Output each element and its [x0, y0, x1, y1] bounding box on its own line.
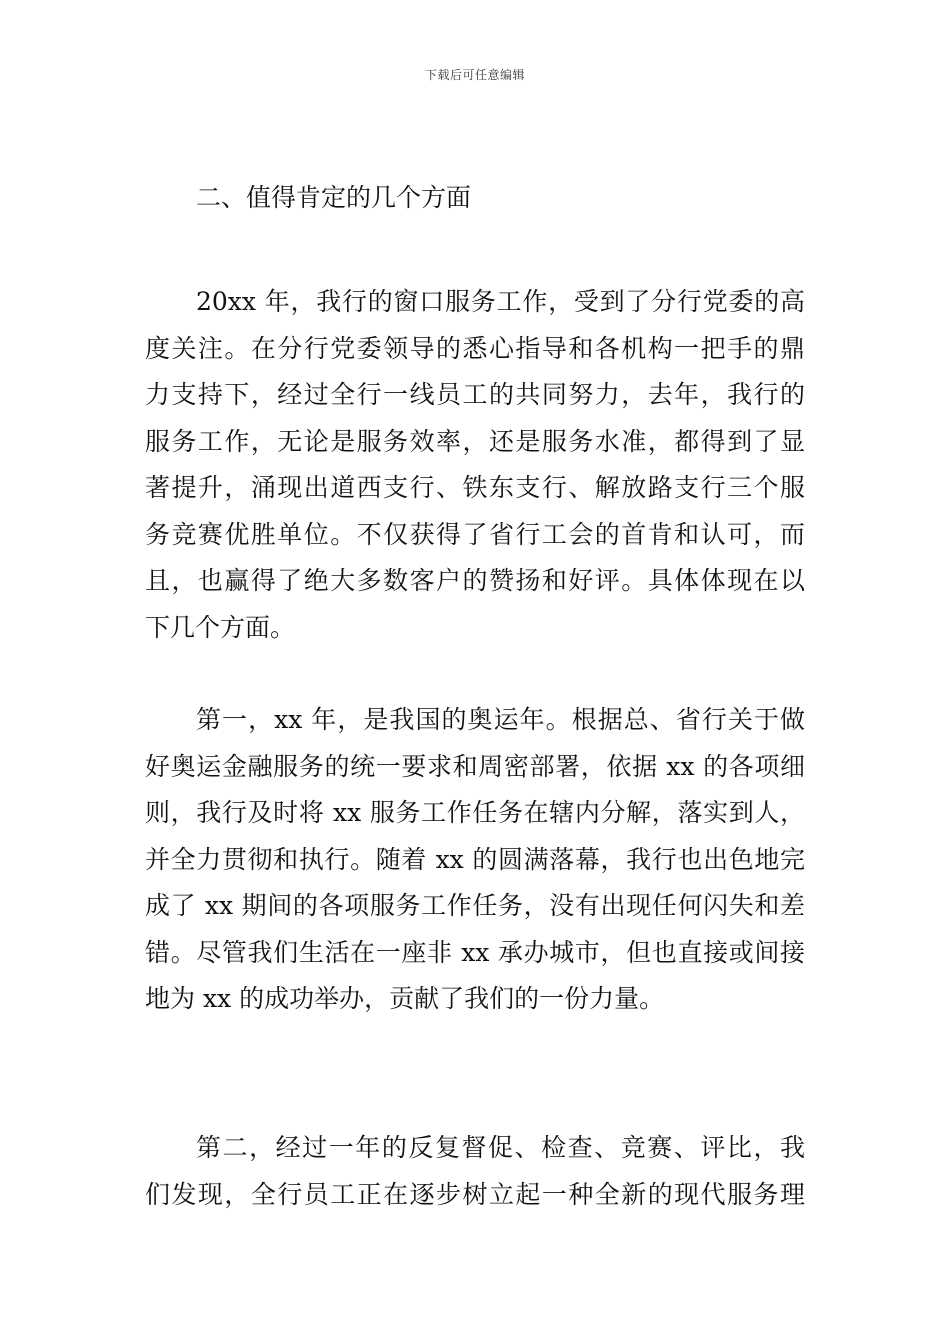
paragraph-line: 并全力贯彻和执行。随着 xx 的圆满落幕，我行也出色地完 [145, 844, 805, 874]
paragraph-line: 20xx 年，我行的窗口服务工作，受到了分行党委的高 [196, 287, 805, 316]
paragraph-line: 务竞赛优胜单位。不仅获得了省行工会的首肯和认可，而 [145, 519, 805, 549]
paragraph-first-point [145, 697, 805, 1023]
paragraph-line: 成了 xx 期间的各项服务工作任务，没有出现任何闪失和差 [145, 891, 805, 920]
section-heading: 二、值得肯定的几个方面 [196, 183, 472, 212]
paragraph-line: 著提升，涌现出道西支行、铁东支行、解放路支行三个服 [145, 473, 805, 502]
paragraph-line: 地为 xx 的成功举办，贡献了我们的一份力量。 [145, 984, 665, 1013]
paragraph-line: 错。尽管我们生活在一座非 xx 承办城市，但也直接或间接 [145, 937, 805, 967]
paragraph-line: 度关注。在分行党委领导的悉心指导和各机构一把手的鼎 [145, 333, 805, 363]
paragraph-line: 第一，xx 年，是我国的奥运年。根据总、省行关于做 [196, 705, 805, 734]
paragraph-line: 则，我行及时将 xx 服务工作任务在辖内分解，落实到人， [145, 798, 805, 827]
page-header: 下载后可任意编辑 [424, 68, 525, 82]
paragraph-line: 好奥运金融服务的统一要求和周密部署，依据 xx 的各项细 [145, 751, 805, 781]
paragraph-line: 下几个方面。 [145, 612, 296, 642]
paragraph-line: 服务工作，无论是服务效率，还是服务水准，都得到了显 [145, 426, 805, 456]
paragraph-line: 且，也赢得了绝大多数客户的赞扬和好评。具体体现在以 [145, 566, 805, 595]
paragraph-line: 第二，经过一年的反复督促、检查、竞赛、评比，我 [196, 1133, 805, 1162]
paragraph-overview [145, 279, 805, 651]
paragraph-line: 们发现，全行员工正在逐步树立起一种全新的现代服务理 [145, 1179, 805, 1209]
paragraph-line: 力支持下，经过全行一线员工的共同努力，去年，我行的 [145, 380, 805, 409]
paragraph-second-point [145, 1125, 805, 1218]
